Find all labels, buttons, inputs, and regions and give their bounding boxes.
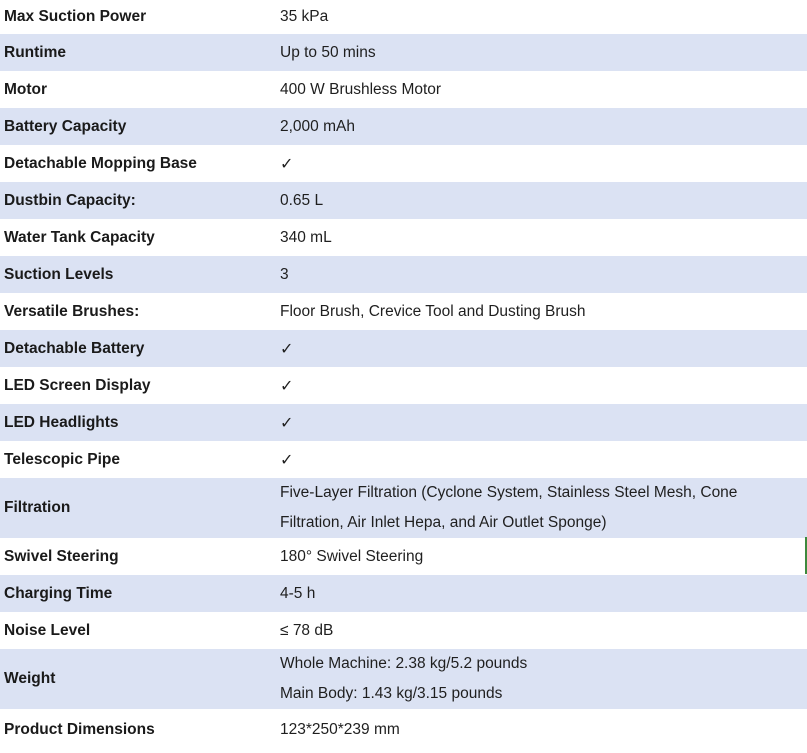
spec-value bbox=[276, 367, 807, 404]
spec-value-line: Up to 50 mins bbox=[280, 43, 376, 61]
spec-label: Product Dimensions bbox=[0, 709, 276, 750]
spec-value bbox=[276, 478, 807, 538]
spec-label: Runtime bbox=[0, 34, 276, 71]
spec-value bbox=[276, 71, 807, 108]
spec-value bbox=[276, 219, 807, 256]
spec-label: LED Headlights bbox=[0, 404, 276, 441]
spec-row bbox=[0, 182, 807, 219]
spec-value bbox=[276, 441, 807, 478]
spec-row bbox=[0, 367, 807, 404]
spec-row bbox=[0, 538, 807, 575]
spec-row bbox=[0, 34, 807, 71]
checkmark-icon: ✓ bbox=[280, 153, 294, 173]
spec-label: LED Screen Display bbox=[0, 367, 276, 404]
spec-value bbox=[276, 34, 807, 71]
spec-row bbox=[0, 330, 807, 367]
spec-row bbox=[0, 145, 807, 182]
spec-row bbox=[0, 108, 807, 145]
spec-value bbox=[276, 293, 807, 330]
checkmark-icon: ✓ bbox=[280, 449, 294, 469]
spec-row bbox=[0, 293, 807, 330]
spec-row bbox=[0, 0, 807, 34]
spec-value bbox=[276, 709, 807, 750]
spec-value bbox=[276, 256, 807, 293]
spec-value-line: Main Body: 1.43 kg/3.15 pounds bbox=[280, 685, 503, 702]
spec-row bbox=[0, 404, 807, 441]
spec-value-line: 180° Swivel Steering bbox=[280, 547, 424, 565]
spec-value bbox=[276, 182, 807, 219]
spec-label: Max Suction Power bbox=[0, 0, 276, 34]
spec-label: Water Tank Capacity bbox=[0, 219, 276, 256]
spec-label: Weight bbox=[0, 649, 276, 709]
spec-value-line: Floor Brush, Crevice Tool and Dusting Brush bbox=[280, 302, 586, 320]
spec-label: Suction Levels bbox=[0, 256, 276, 293]
spec-value bbox=[276, 575, 807, 612]
spec-row bbox=[0, 478, 807, 538]
spec-row bbox=[0, 219, 807, 256]
spec-value-line: 3 bbox=[280, 265, 289, 283]
spec-row bbox=[0, 575, 807, 612]
spec-value-line: 4-5 h bbox=[280, 584, 316, 602]
spec-value bbox=[276, 330, 807, 367]
spec-row bbox=[0, 256, 807, 293]
spec-value bbox=[276, 108, 807, 145]
spec-row bbox=[0, 441, 807, 478]
spec-value bbox=[276, 404, 807, 441]
spec-value bbox=[276, 145, 807, 182]
spec-value-line: Filtration, Air Inlet Hepa, and Air Outlet Sponge) bbox=[280, 514, 607, 531]
spec-value-line: 35 kPa bbox=[280, 8, 329, 25]
spec-label: Detachable Mopping Base bbox=[0, 145, 276, 182]
checkmark-icon: ✓ bbox=[280, 412, 294, 432]
spec-value-line: 0.65 L bbox=[280, 191, 324, 209]
spec-value-line: 340 mL bbox=[280, 228, 332, 246]
spec-label: Detachable Battery bbox=[0, 330, 276, 367]
spec-label: Charging Time bbox=[0, 575, 276, 612]
spec-row bbox=[0, 71, 807, 108]
spec-row bbox=[0, 709, 807, 750]
spec-label: Dustbin Capacity: bbox=[0, 182, 276, 219]
spec-value-line: Whole Machine: 2.38 kg/5.2 pounds bbox=[280, 655, 528, 672]
spec-value bbox=[276, 538, 807, 575]
spec-label: Filtration bbox=[0, 478, 276, 538]
spec-value-line: 2,000 mAh bbox=[280, 117, 355, 135]
spec-row bbox=[0, 649, 807, 709]
spec-value-line: Five-Layer Filtration (Cyclone System, Stainless Steel Mesh, Cone bbox=[280, 484, 738, 501]
checkmark-icon: ✓ bbox=[280, 375, 294, 395]
spec-label: Swivel Steering bbox=[0, 538, 276, 575]
spec-label: Motor bbox=[0, 71, 276, 108]
spec-label: Noise Level bbox=[0, 612, 276, 649]
checkmark-icon: ✓ bbox=[280, 338, 294, 358]
spec-value-line: 123*250*239 mm bbox=[280, 720, 400, 738]
spec-value bbox=[276, 649, 807, 709]
spec-label: Versatile Brushes: bbox=[0, 293, 276, 330]
spec-value-line: ≤ 78 dB bbox=[280, 621, 334, 639]
spec-row bbox=[0, 612, 807, 649]
spec-value-line: 400 W Brushless Motor bbox=[280, 80, 442, 98]
spec-value bbox=[276, 612, 807, 649]
spec-value bbox=[276, 0, 807, 34]
spec-label: Telescopic Pipe bbox=[0, 441, 276, 478]
spec-label: Battery Capacity bbox=[0, 108, 276, 145]
